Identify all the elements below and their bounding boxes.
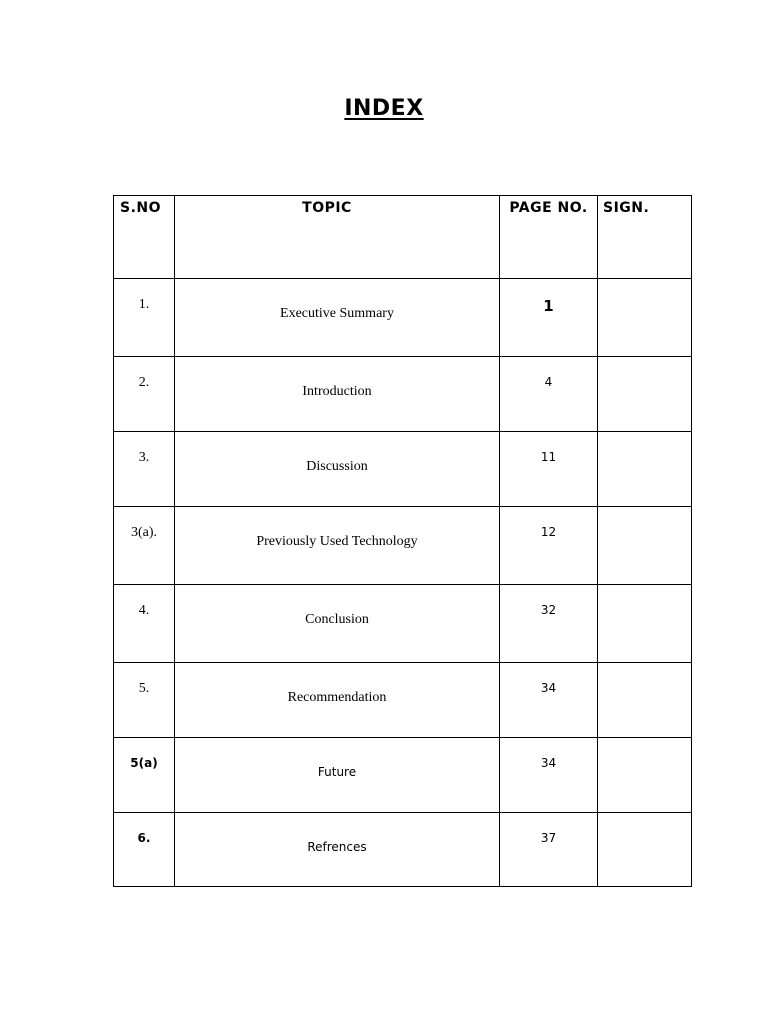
row-sno: 3(a). xyxy=(114,507,175,585)
row-sno: 5(a) xyxy=(114,738,175,813)
table-row xyxy=(114,279,692,357)
row-sign xyxy=(598,585,692,663)
index-table xyxy=(113,195,692,887)
row-sign xyxy=(598,357,692,432)
row-topic: Introduction xyxy=(175,357,500,432)
table-row xyxy=(114,738,692,813)
page-title: INDEX xyxy=(344,96,424,121)
header-sno: S.NO xyxy=(114,196,175,279)
row-sno: 6. xyxy=(114,813,175,887)
table-row xyxy=(114,585,692,663)
row-sign xyxy=(598,279,692,357)
table-row xyxy=(114,507,692,585)
row-sign xyxy=(598,663,692,738)
row-sign xyxy=(598,813,692,887)
row-page: 12 xyxy=(500,507,598,585)
row-topic: Recommendation xyxy=(175,663,500,738)
table-row xyxy=(114,813,692,887)
row-page: 34 xyxy=(500,738,598,813)
row-sno: 4. xyxy=(114,585,175,663)
header-topic: TOPIC xyxy=(175,196,500,279)
header-sign: SIGN. xyxy=(598,196,692,279)
row-topic: Executive Summary xyxy=(175,279,500,357)
row-sno: 5. xyxy=(114,663,175,738)
table-header-row xyxy=(114,196,692,279)
row-page: 37 xyxy=(500,813,598,887)
row-sno: 1. xyxy=(114,279,175,357)
row-sign xyxy=(598,738,692,813)
row-page: 1 xyxy=(500,279,598,357)
row-topic: Discussion xyxy=(175,432,500,507)
table-row xyxy=(114,432,692,507)
row-topic: Conclusion xyxy=(175,585,500,663)
row-page: 34 xyxy=(500,663,598,738)
row-topic: Previously Used Technology xyxy=(175,507,500,585)
row-page: 11 xyxy=(500,432,598,507)
table-row xyxy=(114,663,692,738)
row-sign xyxy=(598,507,692,585)
table-row xyxy=(114,357,692,432)
row-sign xyxy=(598,432,692,507)
header-page-no: PAGE NO. xyxy=(500,196,598,279)
row-topic: Refrences xyxy=(175,813,500,887)
row-sno: 3. xyxy=(114,432,175,507)
row-page: 4 xyxy=(500,357,598,432)
row-page: 32 xyxy=(500,585,598,663)
row-sno: 2. xyxy=(114,357,175,432)
row-topic: Future xyxy=(175,738,500,813)
